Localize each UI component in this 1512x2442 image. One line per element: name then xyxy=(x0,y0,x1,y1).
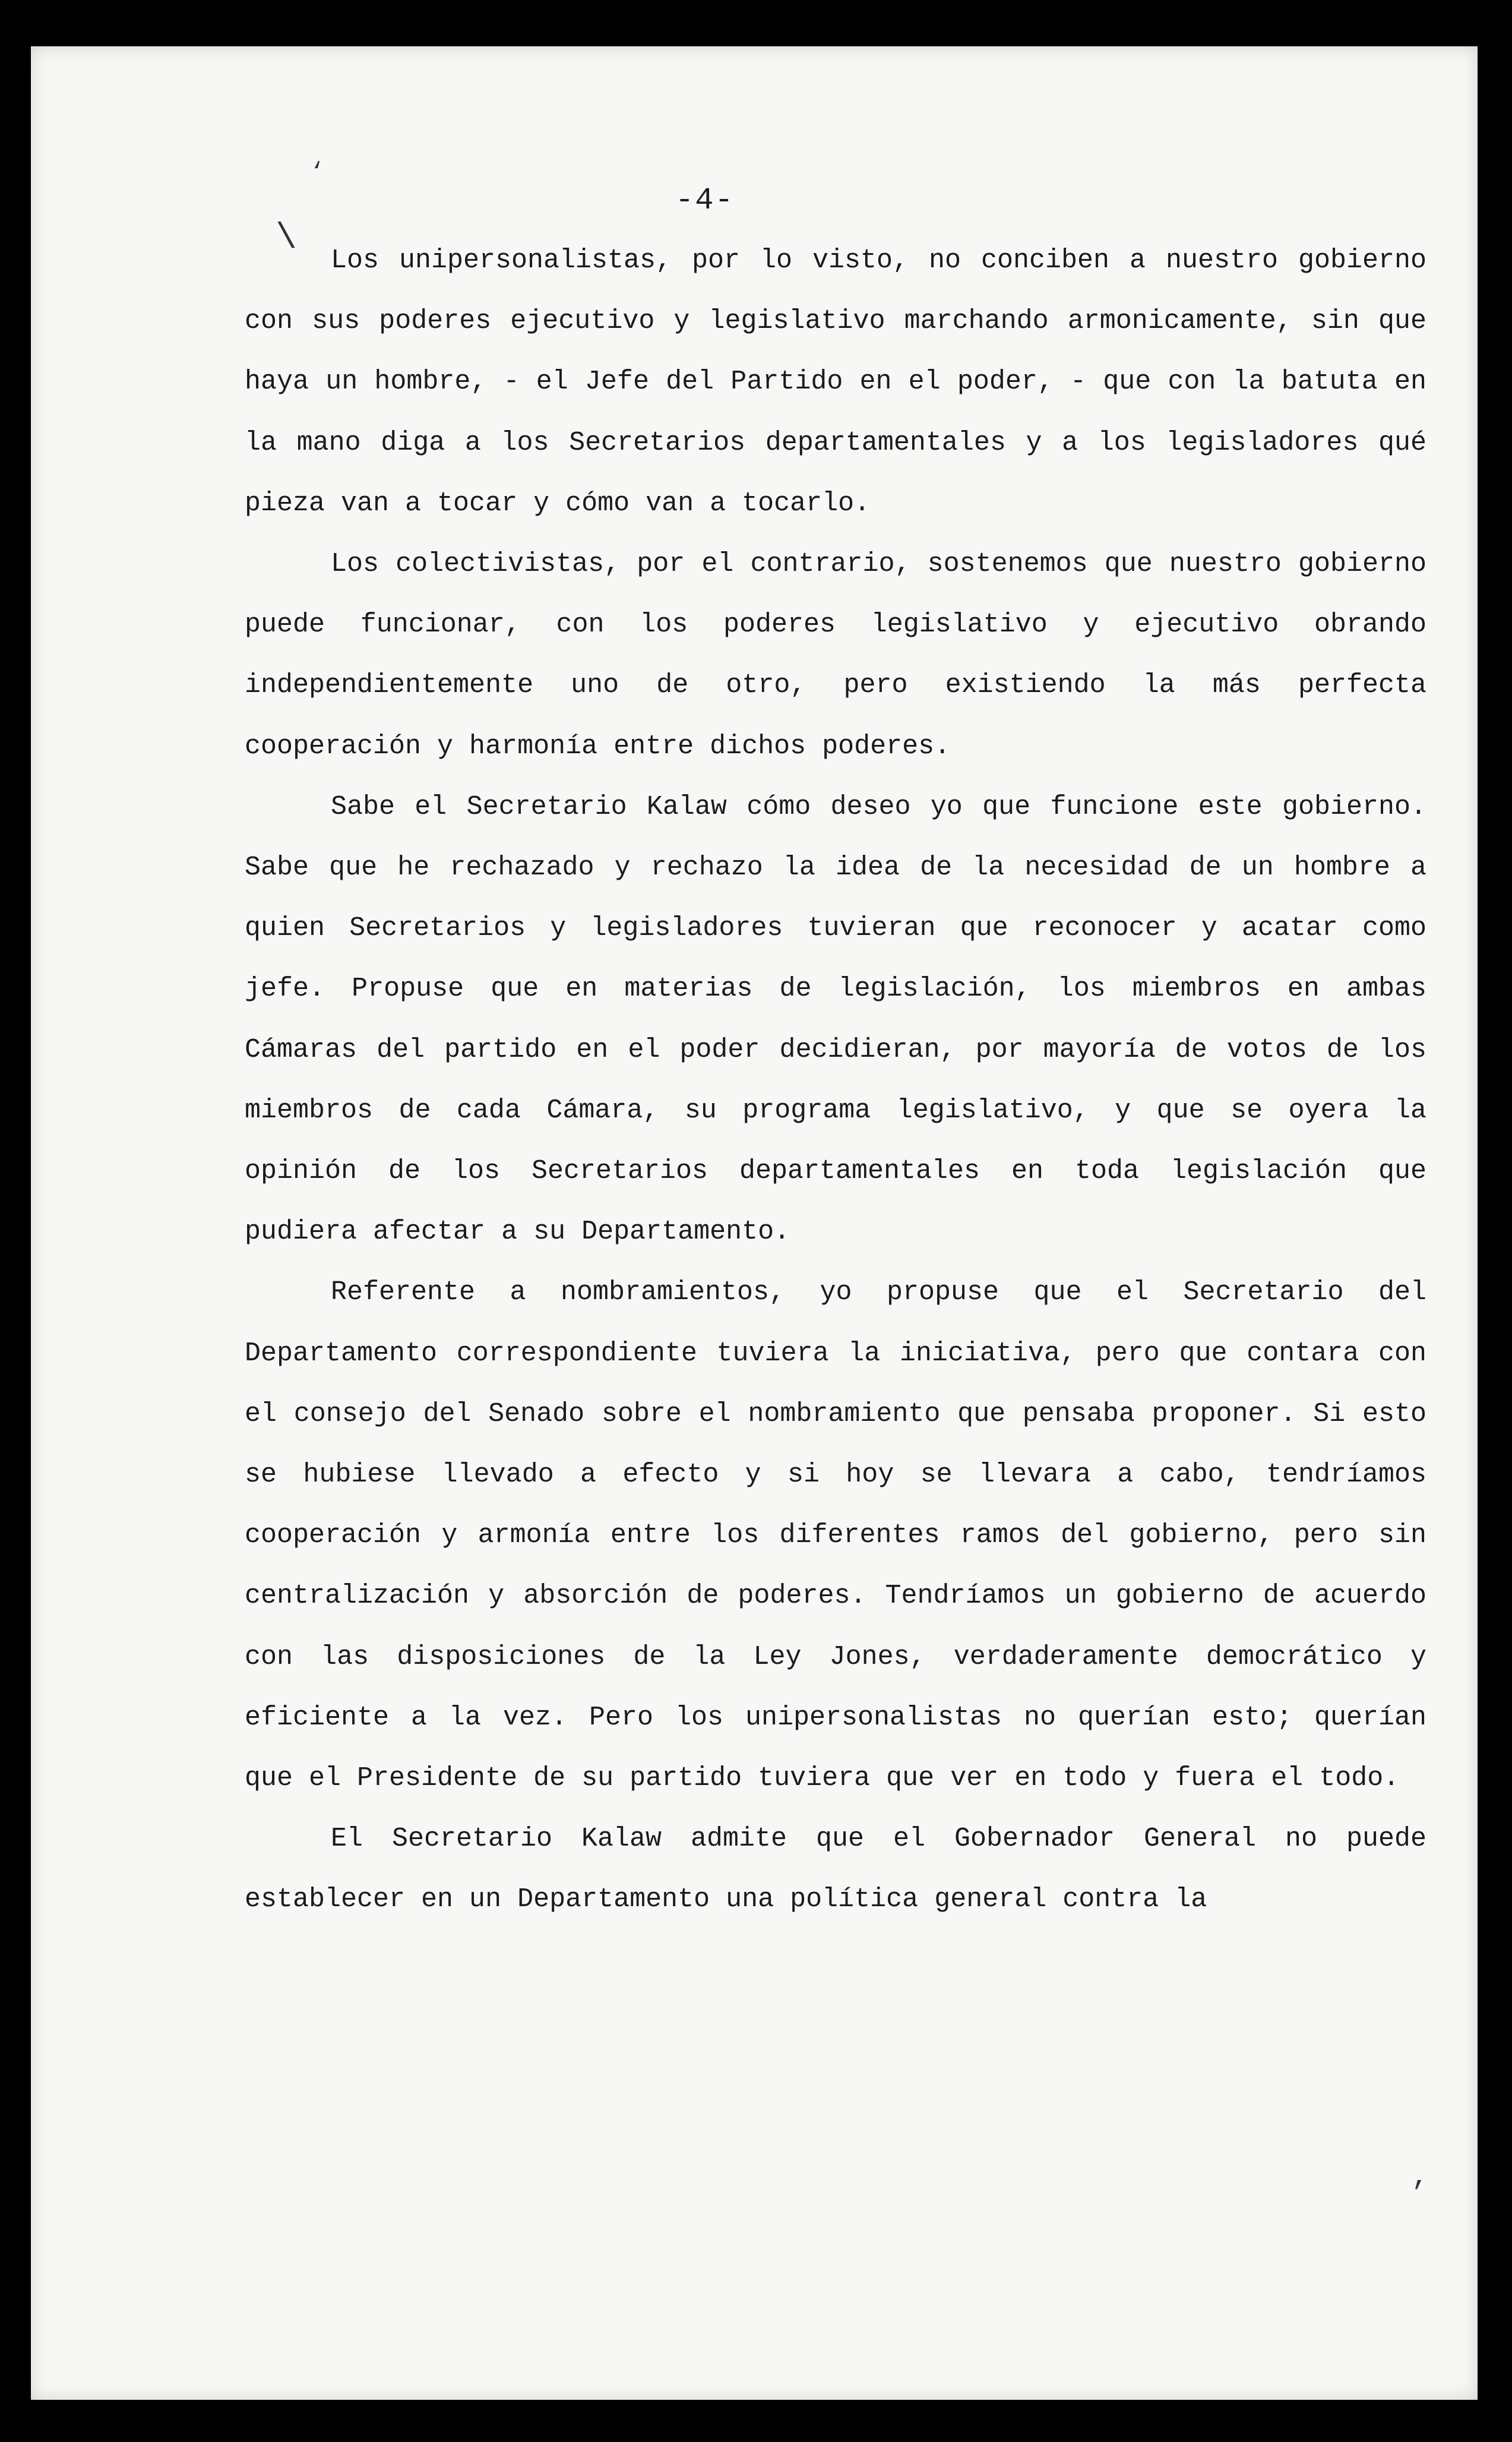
paragraph: Referente a nombramientos, yo propuse que el Secretario del Departamento correspondiente tuviera la iniciativa, pero que contara con el consejo del Senado sobre el nombramiento que pensaba proponer. Si esto se hubiese llevado a efecto y si hoy se llevara a cabo, tendríamos cooperación y armonía entre los diferentes ramos del gobierno, pero sin centralización y absorción de poderes. Tendríamos un gobierno de acuerdo con las disposiciones de la Ley Jones, verdaderamente democrático y eficiente a la vez. Pero los unipersonalistas no querían esto; querían que el Presidente de su partido tuviera que ver en todo y fuera el todo. xyxy=(245,1277,1426,1794)
stray-mark: ‘ xyxy=(310,159,325,186)
body-text xyxy=(245,230,1426,1931)
paragraph: Los colectivistas, por el contrario, sostenemos que nuestro gobierno puede funcionar, con los poderes legislativo y ejecutivo obrando independientemente uno de otro, pero existiendo la más perfecta cooperación y harmonía entre dichos poderes. xyxy=(245,549,1426,762)
paragraph: Sabe el Secretario Kalaw cómo deseo yo que funcione este gobierno. Sabe que he rechazado y rechazo la idea de la necesidad de un hombre a quien Secretarios y legisladores tuvieran que reconocer y acatar como jefe. Propuse que en materias de legislación, los miembros en ambas Cámaras del partido en el poder decidieran, por mayoría de votos de los miembros de cada Cámara, su programa legislativo, y que se oyera la opinión de los Secretarios departamentales en toda legislación que pudiera afectar a su Departamento. xyxy=(245,791,1426,1247)
paragraph: El Secretario Kalaw admite que el Gobernador General no puede establecer en un Departamento una política general contra la xyxy=(245,1824,1426,1915)
page-number: -4- xyxy=(675,183,735,218)
document-page xyxy=(31,46,1478,2400)
margin-tick: \ xyxy=(276,219,298,259)
margin-tick: , xyxy=(1412,2161,1429,2193)
paragraph: Los unipersonalistas, por lo visto, no conciben a nuestro gobierno con sus poderes ejecutivo y legislativo marchando armonicamente, sin que haya un hombre, - el Jefe del Partido en el poder, - que con la batuta en la mano diga a los Secretarios departamentales y a los legisladores qué pieza van a tocar y cómo van a tocarlo. xyxy=(245,245,1426,519)
